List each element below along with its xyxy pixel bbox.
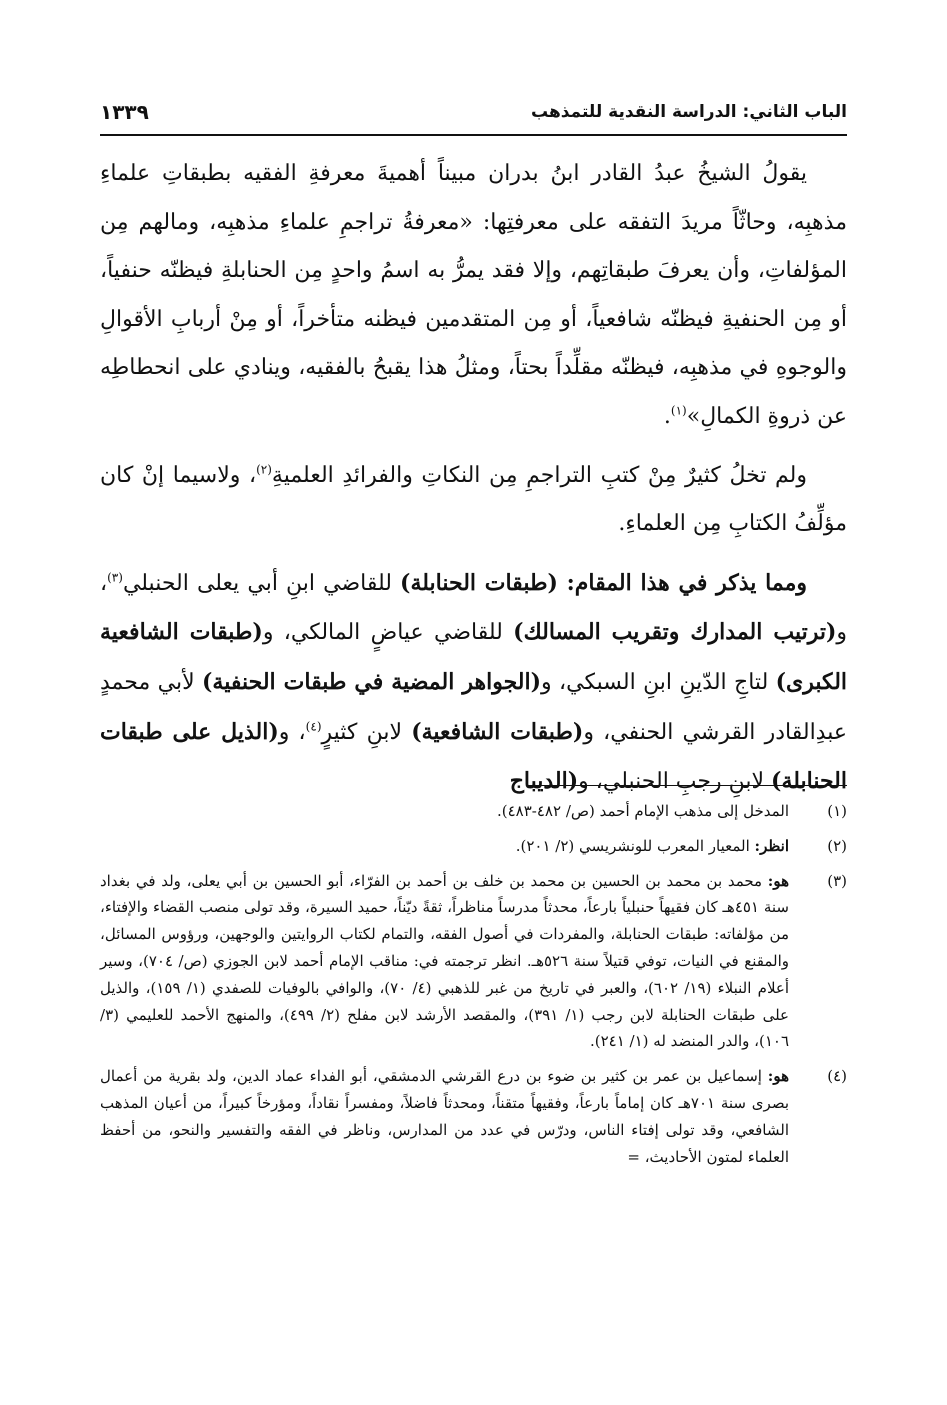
book-title-madarik: (ترتيب المدارك وتقريب المسالك)	[513, 619, 837, 646]
footnote-number: (١)	[827, 802, 847, 820]
paragraph-2	[100, 452, 847, 549]
footnote-text: إسماعيل بن عمر بن كثير بن ضوء بن درع القرشي الدمشقي، أبو الفداء عماد الدين، ولد بقرية من أعمال بصرى سنة ٧٠١هـ كان إماماً بارعاً، وفقيهاً متقناً، ومحدثاً فاضلاً، ومفسراً نقاداً، ومؤرخاً كبيراً، من أعيان المذهب الشافعي، وقد تولى إفتاء الناس، ودرّس في عدد من المدارس، وناظر في الفقه والتفسير والنحو، من أحفظ العلماء لمتون الأحاديث، =	[100, 1067, 790, 1166]
p3-span-n: لابنِ رجبِ الحنبلي، و	[578, 769, 772, 795]
book-title-tabaqat-shafiiya-kubra: (طبقات الشافعية الكبرى)	[100, 619, 848, 695]
paragraph-3	[100, 559, 847, 807]
footnote-text: محمد بن محمد بن الحسين بن محمد بن خلف بن أحمد بن الفرّاء، أبو الحسين بن أبي يعلى، ولد في بغداد سنة ٤٥١هـ كان فقيهاً حنبلياً بارعاً، محدثاً مدرساً مناظراً، ثقةً ديّناً، حميد السيرة، وقد تولى منصب القضاء والإفتاء، من مؤلفاته: طبقات الحنابلة، والمفردات في أصول الفقه، والتمام لكتاب الروايتين والوجهين، ورؤوس المسائل، والمقنع في النيات، توفي قتيلاً سنة ٥٢٦هـ. انظر ترجمته في: مناقب الإمام أحمد لابن الجوزي (ص/ ٧٠٤)، وسير أعلام النبلاء (١٩/ ٦٠٢)، والعبر في تاريخ من غبر للذهبي (٤/ ٧٠)، والوافي بالوفيات للصفدي (١/ ١٥٩)، والذيل على طبقات الحنابلة لابن رجب (١/ ٣٩١)، والمقصد الأرشد لابن مفلح (٢/ ٤٩٩)، والمنهج الأحمد للعليمي (٣/ ١٠٦)، والدر المنضد له (١/ ٢٤١).	[100, 871, 790, 1051]
running-header	[100, 96, 847, 136]
main-text	[100, 150, 847, 807]
footnote-number: (٢)	[827, 836, 847, 855]
footnote-lead: هو:	[767, 1067, 789, 1086]
footnote-lead: انظر:	[754, 836, 789, 855]
p3-span-i: لأبي محمدٍ عبدِالقادر القرشي الحنفي، و	[100, 669, 847, 745]
paragraph-1	[100, 150, 847, 442]
book-title-jawahir: (الجواهر المضية في طبقات الحنفية)	[202, 668, 542, 695]
book-title-tabaqat-shafiiya: (طبقات الشافعية)	[411, 718, 584, 745]
p3-span-k: لابنِ كثيرٍ	[321, 719, 412, 745]
chapter-title: الباب الثاني: الدراسة النقدية للتمذهب	[530, 102, 847, 122]
paragraph-1-end: .	[663, 403, 671, 429]
footnotes	[100, 798, 847, 1178]
footnote-number: (٣)	[827, 871, 847, 890]
footnote-ref-1: (١)	[670, 403, 687, 418]
footnote-lead: هو:	[767, 871, 789, 890]
footnote-4	[100, 1063, 847, 1170]
footnote-divider	[527, 785, 847, 786]
paragraph-2-end: ، ولاسيما إنْ كان مؤلِّفُ الكتابِ مِن العلماءِ.	[100, 462, 847, 537]
book-title-dhayl: (الذيل على طبقات الحنابلة)	[100, 718, 847, 795]
footnote-text: المدخل إلى مذهب الإمام أحمد (ص/ ٤٨٢-٤٨٣).	[497, 802, 789, 820]
footnote-1	[100, 798, 847, 825]
paragraph-2-text: ولم تخلُ كثيرٌ مِنْ كتبِ التراجمِ مِن النكاتِ والفرائدِ العلميةِ	[271, 462, 807, 488]
footnote-ref-3: (٣)	[107, 570, 123, 585]
footnote-2	[100, 833, 847, 860]
p3-span-c: ، و	[100, 570, 848, 646]
page-number: ١٣٣٩	[100, 100, 149, 124]
p3-lead-bold: ومما يذكر في هذا المقام: (طبقات الحنابلة)	[400, 569, 807, 596]
paragraph-1-text: يقولُ الشيخُ عبدُ القادر ابنُ بدران مبيناً أهميةَ معرفةِ الفقيه بطبقاتِ علماءِ مذهبِه، وحاثّاً مريدَ التفقه على معرفتِها: «معرفةُ تراجمِ علماءِ مذهبِه، ومالهم مِن المؤلفاتِ، وأن يعرفَ طبقاتِهم، وإلا فقد يمرُّ به اسمُ واحدٍ مِن الحنابلةِ فيظنّه حنفياً، أو مِن الحنفيةِ فيظنّه شافعياً، أو مِن المتقدمين فيظنه متأخراً، أو مِنْ أربابِ الأقوالِ والوجوهِ في مذهبِه، فيظنّه مقلِّداً بحتاً، ومثلُ هذا يقبحُ بالفقيه، وينادي على انحطاطِه عن ذروةِ الكمالِ»	[100, 161, 847, 429]
footnote-3	[100, 868, 847, 1056]
p3-span-b: للقاضي ابنِ أبي يعلى الحنبلي	[122, 570, 401, 596]
p3-span-e: للقاضي عياضٍ المالكي، و	[262, 620, 514, 646]
p3-span-g: لتاجِ الدّينِ ابنِ السبكي، و	[541, 669, 776, 695]
footnote-ref-4: (٤)	[305, 719, 322, 734]
footnote-ref-2: (٢)	[256, 462, 272, 477]
book-title-dibaj: (الديباج	[509, 768, 579, 795]
footnote-number: (٤)	[827, 1067, 847, 1086]
p3-span-l: ، و	[278, 719, 306, 745]
footnote-text: المعيار المعرب للونشريسي (٢/ ٢٠١).	[515, 836, 755, 855]
